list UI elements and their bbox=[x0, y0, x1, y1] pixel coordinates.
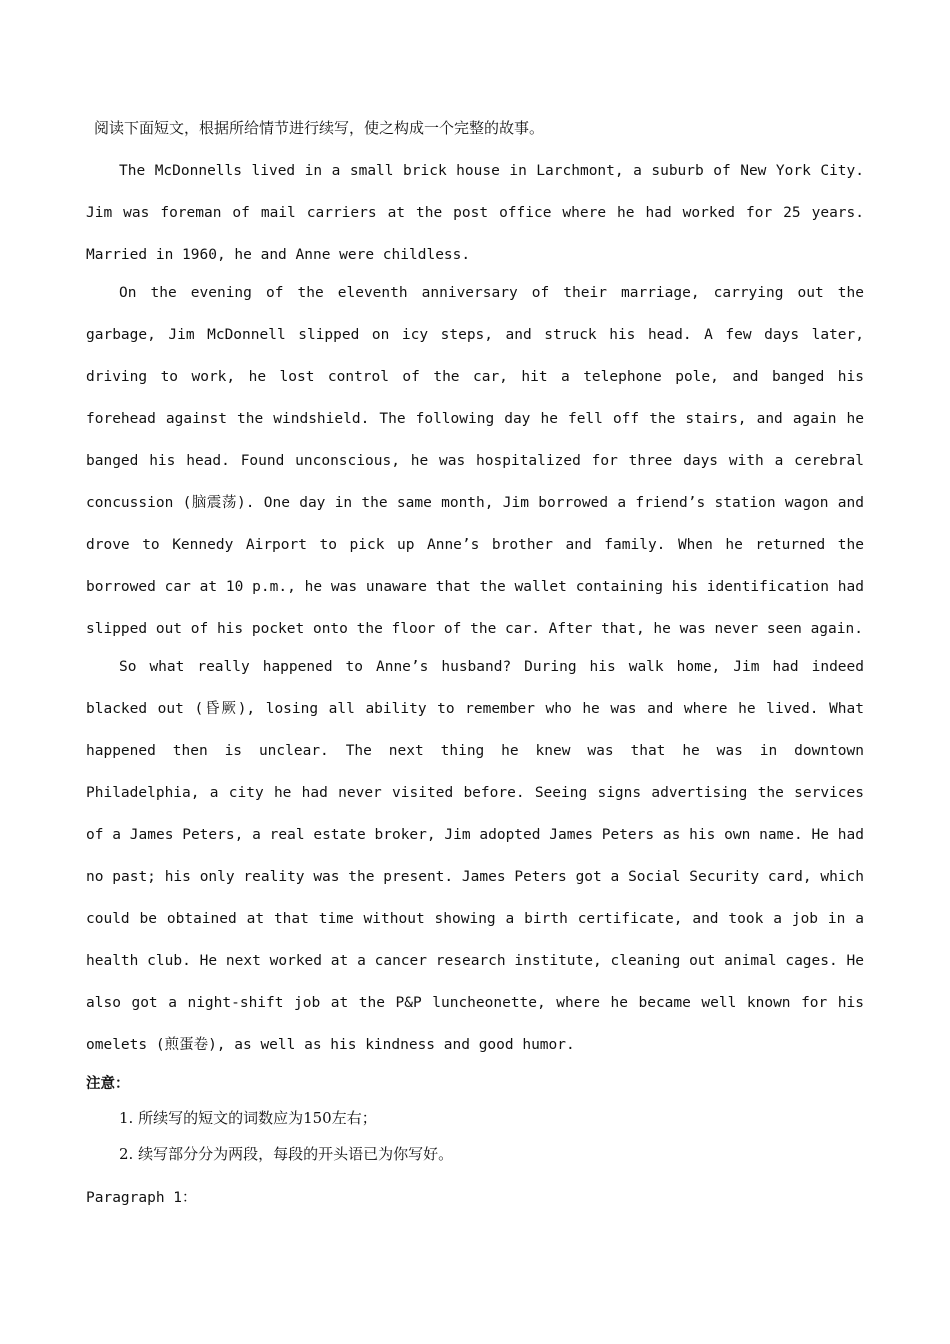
paragraph-1-label: Paragraph 1： bbox=[86, 1190, 197, 1206]
note-item-2: 2. 续写部分分为两段，每段的开头语已为你写好。 bbox=[119, 1145, 454, 1163]
notes-heading: 注意： bbox=[86, 1076, 130, 1092]
story-paragraph-2: On the evening of the eleventh anniversary of their marriage, carrying out the garbage, Jim McDonnell slipped on icy steps, and struck his head. A few days later, driving to work, he lost control of the car, hit a telephone pole, and banged his forehead against the windshield. The following day he fell off the stairs, and again he banged his head. Found unconscious, he was hospitalized for three days with a cerebral concussion (脑震荡). One day in the same month, Jim borrowed a friend’s station wagon and drove to Kennedy Airport to pick up Anne’s brother and family. When he returned the borrowed car at 10 p.m., he was unaware that the wallet containing his identification had slipped out of his pocket onto the floor of the car. After that, he was never seen again. bbox=[86, 285, 864, 637]
document-page bbox=[86, 112, 864, 1216]
instruction-text: 阅读下面短文，根据所给情节进行续写，使之构成一个完整的故事。 bbox=[94, 119, 545, 137]
story-paragraph-1: The McDonnells lived in a small brick house in Larchmont, a suburb of New York City. Jim was foreman of mail carriers at the post office where he had worked for 25 years. Married in 1960, he and Anne were childless. bbox=[86, 163, 864, 263]
note-item-1: 1. 所续写的短文的词数应为150左右； bbox=[119, 1109, 377, 1127]
story-paragraph-3: So what really happened to Anne’s husband? During his walk home, Jim had indeed blacked out (昏厥), losing all ability to remember who he was and where he lived. What happened then is unclear. The next thing he knew was that he was in downtown Philadelphia, a city he had never visited before. Seeing signs advertising the services of a James Peters, a real estate broker, Jim adopted James Peters as his own name. He had no past; his only reality was the present. James Peters got a Social Security card, which could be obtained at that time without showing a birth certificate, and took a job in a health club. He next worked at a cancer research institute, cleaning out animal cages. He also got a night-shift job at the P&P luncheonette, where he became well known for his omelets (煎蛋卷), as well as his kindness and good humor. bbox=[86, 659, 864, 1053]
